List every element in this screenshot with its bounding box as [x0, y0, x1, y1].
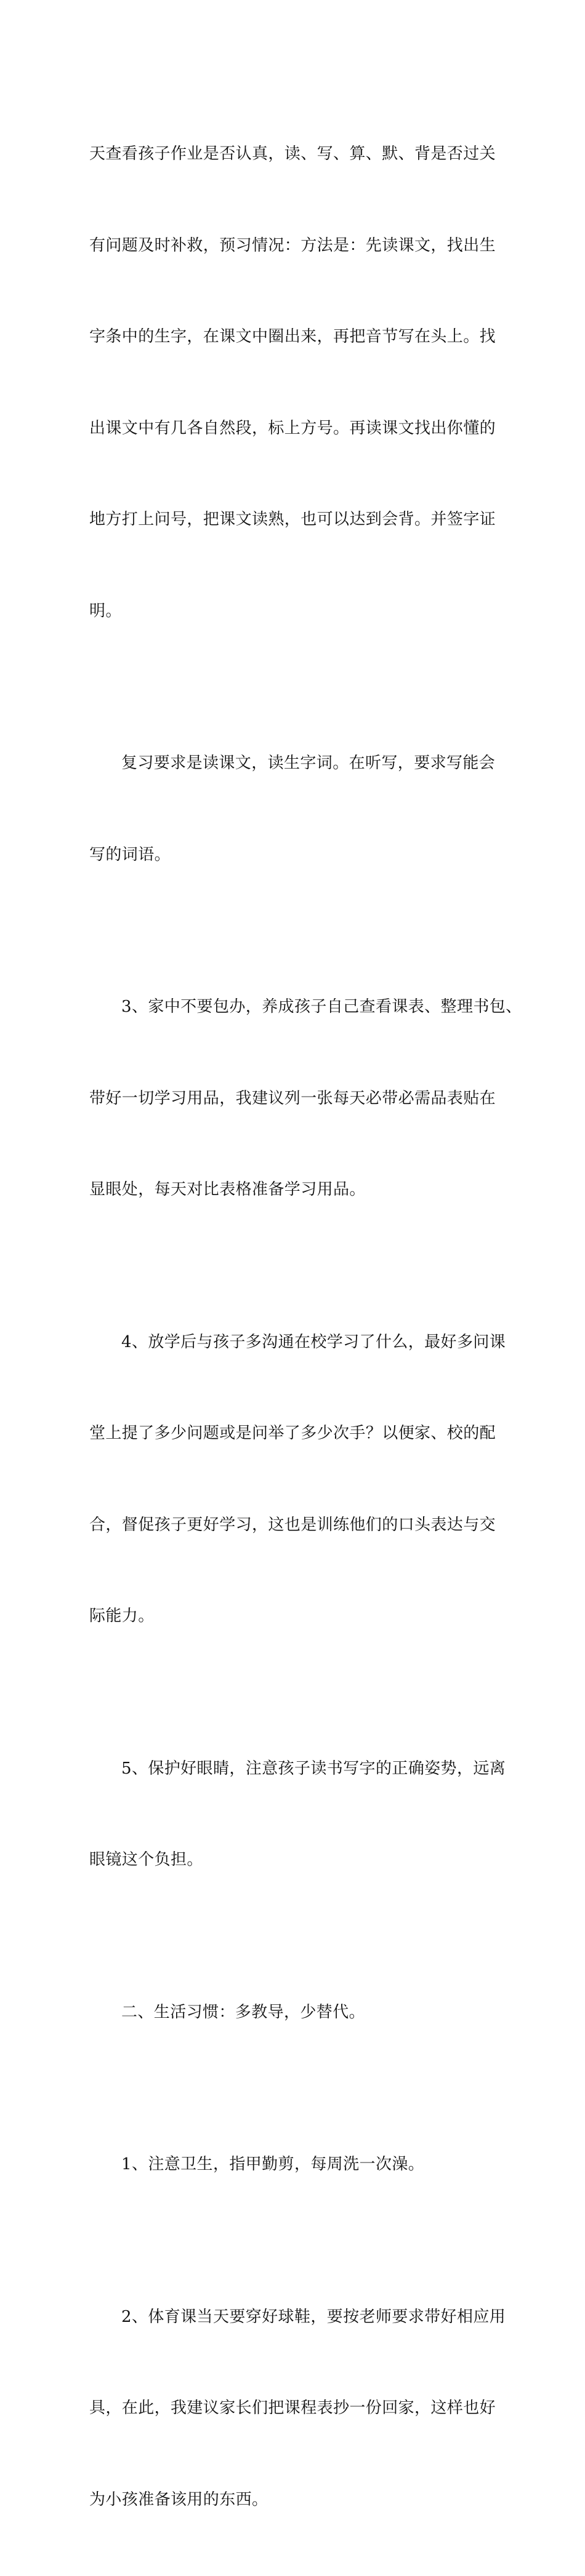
document-body [89, 78, 508, 2576]
text-line: 带好一切学习用品，我建议列一张每天必带必需品表贴在 [89, 1084, 508, 1114]
section-heading-living-habits [89, 1937, 508, 2089]
paragraph-item-4 [89, 1266, 508, 1693]
paragraph-pe-item-2 [89, 2241, 508, 2576]
text-line: 复习要求是读课文，读生字词。在听写，要求写能会 [89, 748, 508, 779]
text-line: 5、保护好眼睛，注意孩子读书写字的正确姿势，远离 [89, 1754, 508, 1785]
text-line: 天查看孩子作业是否认真，读、写、算、默、背是否过关 [89, 139, 508, 170]
paragraph-hygiene-item-1 [89, 2089, 508, 2241]
text-line: 际能力。 [89, 1601, 508, 1632]
text-line: 出课文中有几各自然段，标上方号。再读课文找出你懂的 [89, 414, 508, 444]
text-line: 明。 [89, 596, 508, 627]
text-line: 3、家中不要包办，养成孩子自己查看课表、整理书包、 [89, 992, 508, 1023]
document-page [0, 0, 585, 827]
paragraph-review-requirements [89, 687, 508, 931]
text-line: 有问题及时补救，预习情况：方法是：先读课文，找出生 [89, 231, 508, 262]
text-line: 1、注意卫生，指甲勤剪，每周洗一次澡。 [89, 2150, 508, 2180]
text-line: 地方打上问号，把课文读熟，也可以达到会背。并签字证 [89, 505, 508, 535]
paragraph-item-5 [89, 1693, 508, 1937]
paragraph-preview-method [89, 78, 508, 687]
paragraph-item-3 [89, 931, 508, 1266]
text-line: 为小孩准备该用的东西。 [89, 2485, 508, 2516]
text-line: 堂上提了多少问题或是问举了多少次手？以便家、校的配 [89, 1418, 508, 1449]
text-line: 合，督促孩子更好学习，这也是训练他们的口头表达与交 [89, 1510, 508, 1541]
text-line: 具，在此，我建议家长们把课程表抄一份回家，这样也好 [89, 2393, 508, 2424]
text-line: 眼镜这个负担。 [89, 1845, 508, 1876]
text-line: 字条中的生字，在课文中圈出来，再把音节写在头上。找 [89, 322, 508, 353]
text-line: 二、生活习惯：多教导，少替代。 [89, 1998, 508, 2028]
text-line: 写的词语。 [89, 840, 508, 871]
text-line: 显眼处，每天对比表格准备学习用品。 [89, 1175, 508, 1206]
text-line: 2、体育课当天要穿好球鞋，要按老师要求带好相应用 [89, 2302, 508, 2333]
text-line: 4、放学后与孩子多沟通在校学习了什么，最好多问课 [89, 1327, 508, 1358]
